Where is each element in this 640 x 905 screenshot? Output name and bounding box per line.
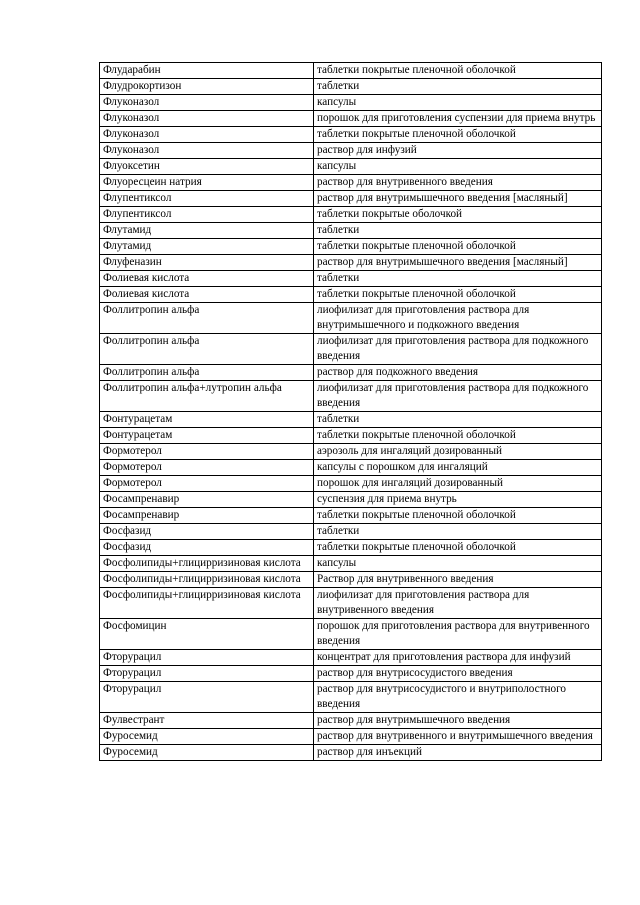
dosage-form-cell: таблетки покрытые оболочкой [314,207,602,223]
dosage-form-cell: лиофилизат для приготовления раствора для подкожного введения [314,381,602,412]
table-row [100,444,602,460]
drug-name-cell: Флуконазол [100,95,314,111]
table-row [100,619,602,650]
table-row [100,143,602,159]
drug-name-cell: Фосфолипиды+глицирризиновая кислота [100,588,314,619]
dosage-form-cell: таблетки покрытые пленочной оболочкой [314,239,602,255]
dosage-form-cell: таблетки покрытые пленочной оболочкой [314,287,602,303]
drug-name-cell: Фосфазид [100,524,314,540]
dosage-form-cell: таблетки покрытые пленочной оболочкой [314,127,602,143]
drug-name-cell: Флутамид [100,239,314,255]
table-body [100,63,602,761]
dosage-form-cell: таблетки [314,524,602,540]
dosage-form-cell: лиофилизат для приготовления раствора для внутримышечного и подкожного введения [314,303,602,334]
table-row [100,666,602,682]
drug-name-cell: Фосфомицин [100,619,314,650]
drug-name-cell: Флутамид [100,223,314,239]
table-row [100,745,602,761]
table-row [100,365,602,381]
dosage-form-cell: порошок для приготовления раствора для внутривенного введения [314,619,602,650]
dosage-form-cell: капсулы [314,556,602,572]
dosage-form-cell: таблетки [314,223,602,239]
table-row [100,287,602,303]
drug-name-cell: Фосфазид [100,540,314,556]
table-row [100,588,602,619]
dosage-form-cell: лиофилизат для приготовления раствора для подкожного введения [314,334,602,365]
dosage-form-cell: суспензия для приема внутрь [314,492,602,508]
table-row [100,713,602,729]
drug-name-cell: Флупентиксол [100,207,314,223]
drug-name-cell: Фосампренавир [100,508,314,524]
dosage-form-cell: лиофилизат для приготовления раствора для внутривенного введения [314,588,602,619]
table-row [100,111,602,127]
table-row [100,191,602,207]
table-row [100,540,602,556]
drug-name-cell: Фонтурацетам [100,412,314,428]
table-row [100,682,602,713]
dosage-form-cell: таблетки [314,271,602,287]
dosage-form-cell: раствор для внутрисосудистого введения [314,666,602,682]
drug-name-cell: Флуконазол [100,111,314,127]
table-row [100,476,602,492]
table-row [100,650,602,666]
table-row [100,239,602,255]
dosage-form-cell: раствор для внутривенного и внутримышечного введения [314,729,602,745]
drug-name-cell: Флуоксетин [100,159,314,175]
table-row [100,95,602,111]
drug-name-cell: Фолиевая кислота [100,271,314,287]
table-row [100,334,602,365]
table-row [100,428,602,444]
table-row [100,159,602,175]
drug-name-cell: Фосампренавир [100,492,314,508]
dosage-form-cell: раствор для внутривенного введения [314,175,602,191]
drug-name-cell: Фоллитропин альфа+лутропин альфа [100,381,314,412]
dosage-form-cell: капсулы [314,159,602,175]
drug-name-cell: Фонтурацетам [100,428,314,444]
table-row [100,412,602,428]
table-row [100,223,602,239]
drug-name-cell: Фторурацил [100,650,314,666]
drug-forms-table [99,62,602,761]
table-row [100,729,602,745]
drug-name-cell: Фосфолипиды+глицирризиновая кислота [100,572,314,588]
drug-name-cell: Флуфеназин [100,255,314,271]
dosage-form-cell: раствор для внутримышечного введения [314,713,602,729]
table-row [100,572,602,588]
drug-name-cell: Фоллитропин альфа [100,365,314,381]
drug-name-cell: Флупентиксол [100,191,314,207]
drug-name-cell: Фторурацил [100,666,314,682]
table-row [100,303,602,334]
drug-name-cell: Флудрокортизон [100,79,314,95]
table-row [100,381,602,412]
dosage-form-cell: раствор для инфузий [314,143,602,159]
dosage-form-cell: таблетки покрытые пленочной оболочкой [314,428,602,444]
dosage-form-cell: Раствор для внутривенного введения [314,572,602,588]
dosage-form-cell: таблетки покрытые пленочной оболочкой [314,540,602,556]
dosage-form-cell: порошок для ингаляций дозированный [314,476,602,492]
table-row [100,255,602,271]
table-row [100,175,602,191]
table-row [100,524,602,540]
drug-name-cell: Фуросемид [100,745,314,761]
dosage-form-cell: концентрат для приготовления раствора для инфузий [314,650,602,666]
table-row [100,207,602,223]
dosage-form-cell: таблетки [314,79,602,95]
drug-name-cell: Флуконазол [100,127,314,143]
dosage-form-cell: таблетки покрытые пленочной оболочкой [314,508,602,524]
dosage-form-cell: раствор для подкожного введения [314,365,602,381]
drug-name-cell: Формотерол [100,444,314,460]
drug-name-cell: Формотерол [100,460,314,476]
drug-name-cell: Флуконазол [100,143,314,159]
table-row [100,556,602,572]
table-row [100,127,602,143]
dosage-form-cell: раствор для внутрисосудистого и внутриполостного введения [314,682,602,713]
table-row [100,508,602,524]
table-row [100,271,602,287]
dosage-form-cell: таблетки [314,412,602,428]
drug-name-cell: Формотерол [100,476,314,492]
drug-name-cell: Флуоресцеин натрия [100,175,314,191]
dosage-form-cell: порошок для приготовления суспензии для приема внутрь [314,111,602,127]
drug-name-cell: Фолиевая кислота [100,287,314,303]
table-row [100,63,602,79]
dosage-form-cell: раствор для внутримышечного введения [масляный] [314,191,602,207]
drug-name-cell: Фосфолипиды+глицирризиновая кислота [100,556,314,572]
drug-name-cell: Фоллитропин альфа [100,303,314,334]
dosage-form-cell: раствор для внутримышечного введения [масляный] [314,255,602,271]
dosage-form-cell: капсулы [314,95,602,111]
table-row [100,79,602,95]
drug-name-cell: Фторурацил [100,682,314,713]
dosage-form-cell: таблетки покрытые пленочной оболочкой [314,63,602,79]
dosage-form-cell: аэрозоль для ингаляций дозированный [314,444,602,460]
document-page [99,62,601,761]
drug-name-cell: Фоллитропин альфа [100,334,314,365]
drug-name-cell: Фулвестрант [100,713,314,729]
drug-name-cell: Флударабин [100,63,314,79]
drug-name-cell: Фуросемид [100,729,314,745]
dosage-form-cell: капсулы с порошком для ингаляций [314,460,602,476]
table-row [100,460,602,476]
table-row [100,492,602,508]
dosage-form-cell: раствор для инъекций [314,745,602,761]
